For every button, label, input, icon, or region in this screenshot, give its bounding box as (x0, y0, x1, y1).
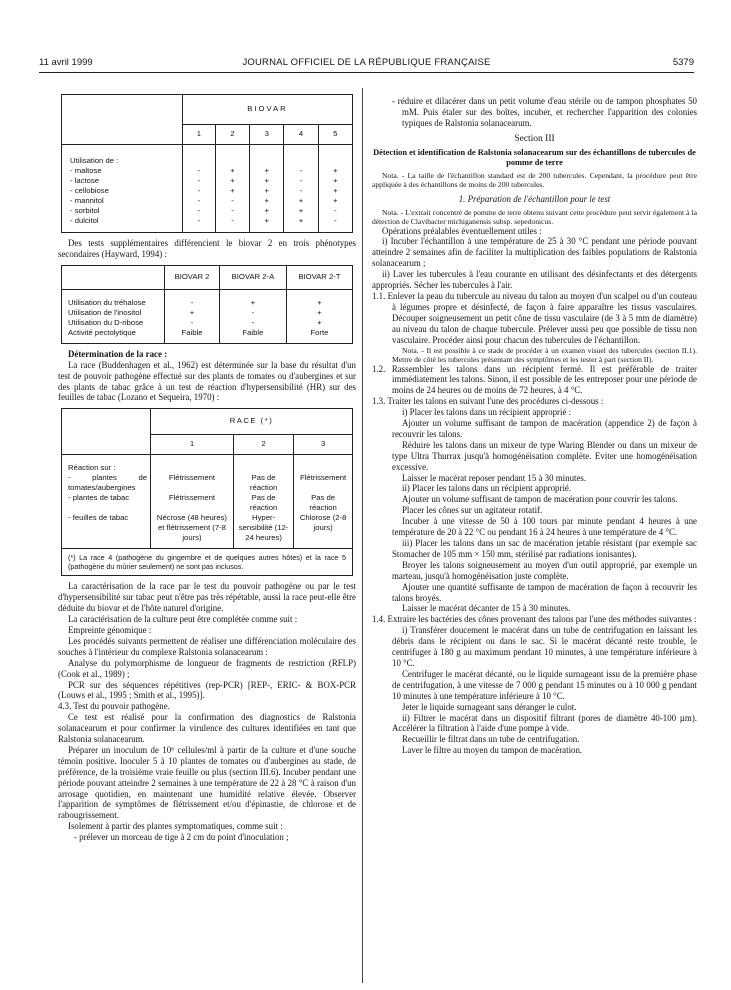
header-page-number: 5379 (672, 57, 694, 68)
race-cell: Chlorose (2-8 jours) (294, 513, 353, 543)
biovar-cell: + (284, 206, 318, 216)
biovar2-cell: - (220, 318, 287, 328)
race-table-row (62, 513, 353, 543)
header-rule (39, 72, 694, 73)
race-table-title: RACE (*) (151, 409, 353, 435)
biovar-row-label: - sorbitol (70, 206, 100, 215)
step-1-4: 1.4. Extraire les bactéries des cônes provenant des talons par l'une des méthodes suivantes : (372, 614, 697, 625)
biovar2-table-row (62, 328, 353, 338)
left-paragraph: PCR sur des séquences répétitives (rep-PCR) [REP-, ERIC- & BOX-PCR (Louws et al., 1995 ; Smith et al., 1995)]. (58, 679, 356, 701)
biovar-cell: - (284, 186, 318, 196)
race-table-row (62, 493, 353, 513)
biovar-cell: + (250, 216, 284, 226)
biovar-table-row (62, 166, 353, 176)
biovar2-cell: - (220, 308, 287, 318)
biovar-table-row (62, 216, 353, 226)
operations-title: Opérations préalables éventuellement utiles : (382, 225, 542, 236)
nota-2: Nota. - L'extrait concentré de pomme de terre obtenu suivant cette procédure peut servir également à la détection de Clavibacter michiganensis subsp. sepedonicus. (372, 207, 697, 226)
step-1-1: 1.1. Enlever la peau du tubercule au niveau du talon au moyen d'un scalpel ou d'un couteau à légumes propre et désinfecté, de façon à faire apparaître les tissus vasculaires. Découper soigneusement un petit cône de tissu vasculaire (de 3 à 5 mm de diamètre) au niveau du talon de chaque tubercule. Prélever aussi peu que possible de tissu non vasculaire. Procéder ainsi pour chacun des tubercules de l'échantillon. (372, 290, 697, 345)
biovar-cell: - (215, 196, 249, 206)
left-column (58, 94, 356, 843)
biovar-row-label: - lactose (70, 176, 100, 185)
biovar-col: 1 (183, 125, 216, 145)
left-paragraph: Analyse du polymorphisme de longueur de fragments de restriction (RFLP) (Cook et al., 1989) ; (58, 657, 356, 679)
biovar-col: 3 (250, 125, 284, 145)
biovar-cell: - (284, 166, 318, 176)
test-43-p4: - prélever un morceau de tige à 2 cm du point d'inoculation ; (74, 832, 289, 843)
test-43-p3: Isolement à partir des plantes symptomatiques, comme suit : (68, 821, 283, 832)
step-1-3: 1.3. Traiter les talons en suivant l'une des procédures ci-dessous : (372, 396, 604, 407)
step-1-4-details (372, 625, 697, 756)
biovar2-table-row (62, 318, 353, 328)
step-1-3-i: i) Placer les talons dans un récipient approprié : (402, 407, 572, 418)
biovar-cell: - (284, 176, 318, 186)
biovar2-col: BIOVAR 2-A (220, 265, 287, 289)
race-cell: Nécrose (48 heures) et flétrissement (7-8 jours) (151, 513, 234, 543)
biovar-cell: + (318, 166, 352, 176)
step-1-4-ii: ii) Filtrer le macérat dans un dispositif filtrant (pores de diamètre 40-100 µm). Accélérer la filtration à l'aide d'une pompe à vide. (392, 712, 697, 734)
biovar-cell: - (183, 216, 216, 226)
left-paragraphs (58, 581, 356, 701)
race-row-header: Réaction sur : (68, 463, 116, 473)
race-row-label: - feuilles de tabac (68, 513, 129, 523)
left-paragraph: Les procédés suivants permettent de réaliser une différenciation moléculaire des souches à l'intérieur du complexe Ralstonia solanacearum : (58, 635, 356, 657)
operation-ii: ii) Laver les tubercules à l'eau courante en utilisant des désinfectants et des détergents appropriés. Sécher les tubercules à l'air. (372, 269, 697, 291)
biovar-cell: - (215, 206, 249, 216)
biovar-table-row (62, 176, 353, 186)
biovar-table-title: BIOVAR (183, 95, 353, 125)
step-1-4-p4: Laver le filtre au moyen du tampon de macération. (402, 745, 583, 756)
operation-i: i) Incuber l'échantillon à une température de 25 à 30 °C pendant une période pouvant atteindre 2 semaines afin de faciliter la multiplication des faibles populations de Ralstonia solanacearum ; (372, 236, 697, 269)
biovar2-table-row (62, 308, 353, 318)
race-cell: Pas de réaction (233, 493, 293, 513)
test-43-title: 4.3. Test du pouvoir pathogène. (58, 701, 170, 712)
biovar2-col: BIOVAR 2-T (286, 265, 352, 289)
text-before-table2: Des tests supplémentaires différencient le biovar 2 en trois phénotypes secondaires (Hayward, 1994) : (58, 238, 356, 259)
nota-3: Nota. - Il est possible à ce stade de procéder à un examen visuel des tubercules (section II.1). Mettre de côté les tubercules présentant des symptômes et les tester à part (section II). (392, 345, 697, 364)
biovar-table-row (62, 206, 353, 216)
header-journal-title: JOURNAL OFFICIEL DE LA RÉPUBLIQUE FRANÇAISE (242, 57, 491, 68)
step-1-4-i: i) Transférer doucement le macérat dans un tube de centrifugation en laissant les débris dans le récipient ou dans le sac. Si le macérat décanté reste trouble, le centrifuger à 180 g au maximum pendant 10 minutes, à une température inférieure à 10 °C. (392, 625, 697, 668)
biovar-cell: - (183, 196, 216, 206)
biovar-cell: + (250, 206, 284, 216)
section-number: Section III (514, 133, 555, 144)
step-1-4-p1: Centrifuger le macérat décanté, ou le liquide surnageant issu de la première phase de centrifugation, à une vitesse de 7 000 g pendant 15 minutes ou à 10 000 g pendant 10 minutes à une température inférieure à 10 °C. (392, 668, 697, 701)
race-col: 3 (294, 435, 353, 455)
biovar-cell: + (284, 216, 318, 226)
step-1-4-p3: Recueillir le filtrat dans un tube de centrifugation. (402, 734, 580, 745)
biovar-cell: - (318, 216, 352, 226)
race-table-footnote: (*) La race 4 (pathogène du gingembre et de quelques autres hôtes) et la race 5 (pathogène du mûrier seulement) ne sont pas inclusos. (62, 549, 353, 576)
biovar-cell: + (318, 186, 352, 196)
biovar-cell: + (250, 186, 284, 196)
race-cell: Flétrissement (151, 493, 234, 513)
race-row-label: - plantes de tomates/aubergines (68, 473, 147, 493)
biovar-col: 4 (284, 125, 318, 145)
header-date: 11 avril 1999 (39, 57, 93, 68)
step-1-3-p4: Ajouter un volume suffisant de tampon de macération pour couvrir les talons. (402, 494, 678, 505)
bullet-top: - réduire et dilacérer dans un petit volume d'eau stérile ou de tampon phosphates 50 mM. Puis étaler sur des boîtes, incuber, et rechercher l'apparition des colonies typiques de Ralstonia solanacearum. (392, 96, 697, 128)
biovar-cell: - (318, 206, 352, 216)
biovar-cell: - (183, 166, 216, 176)
biovar2-cell: + (286, 298, 352, 308)
biovar-cell: - (215, 216, 249, 226)
biovar-table-header-row (62, 125, 353, 145)
step-1-2: 1.2. Rassembler les talons dans un récipient fermé. Il est préférable de traiter immédiatement les talons. Sinon, il est possible de les entreposer pour une période de moins de 24 heures ou de moins de 72 heures, à 4 °C. (372, 363, 697, 396)
right-column (372, 96, 697, 756)
race-row-label: - plantes de tabac (68, 493, 130, 503)
biovar2-cell: Faible (165, 328, 220, 338)
subsection-1-title: 1. Préparation de l'échantillon pour le test (458, 193, 611, 204)
biovar2-cell: + (286, 318, 352, 328)
race-paragraph: La race (Buddenhagen et al., 1962) est déterminée sur la base du résultat d'un test de pouvoir pathogène effectué sur des plants de tomates ou d'aubergines et sur des plants de tabac grâce à un test de réaction d'hypersensibilité (HR) sur des feuilles de tabac (Lozano et Sequeira, 1970) : (58, 359, 356, 403)
step-1-3-p5: Placer les cônes sur un agitateur rotatif. (402, 505, 543, 516)
race-cell: Hyper-sensibilité (12-24 heures) (233, 513, 293, 543)
biovar-row-label: - cellobiose (70, 186, 109, 195)
biovar2-row-label: Utilisation du tréhalose (68, 297, 146, 307)
test-43-p2: Préparer un inoculum de 10⁶ cellules/ml à partir de la culture et d'une souche témoin positive. Inoculer 5 à 10 plantes de tomates ou d'aubergines au stade, de préférence, de la troisième vraie feuille ou plus (section III.6). Incuber pendant une période pouvant atteindre 2 semaines à une température de 22 à 28 °C à raison d'un arrosage quotidien, en maintenant une humidité relative élevée. Observer l'apparition de symptômes de flétrissement et/ou d'épinastie, de chlorose et de rabougrissement. (58, 744, 356, 821)
step-1-3-p3: Laisser le macérat reposer pendant 15 à 30 minutes. (402, 472, 587, 483)
biovar2-cell: Forte (286, 328, 352, 338)
biovar2-cell: - (165, 318, 220, 328)
nota-1: Nota. - La taille de l'échantillon standard est de 200 tubercules. Cependant, la procédure peut être appliquée à des échantillons de moins de 200 tubercules. (372, 170, 697, 189)
biovar-cell: - (183, 176, 216, 186)
step-1-3-p6: Incuber à une vitesse de 50 à 100 tours par minute pendant 4 heures à une température de 20 à 22 °C ou pendant 16 à 24 heures à une température de 4 °C. (392, 516, 697, 538)
left-paragraph: La caractérisation de la race par le test du pouvoir pathogène ou par le test d'hypersensibilité sur tabac peut n'être pas très répétable, aussi la race peut-elle être déduite du biovar et de l'hôte naturel d'origine. (58, 581, 356, 614)
step-1-4-p2: Jeter le liquide surnageant sans déranger le culot. (402, 701, 577, 712)
step-1-3-iii: iii) Placer les talons dans un sac de macération jetable résistant (par exemple sac Stomacher de 105 mm × 150 mm, stérilisé par radiations ionisantes). (392, 538, 697, 559)
step-1-3-ii: ii) Placer les talons dans un récipient approprié. (402, 483, 572, 494)
left-paragraph: Empreinte génomique : (68, 624, 152, 635)
page-header (39, 53, 694, 73)
biovar-table-row (62, 196, 353, 206)
biovar-cell: + (318, 196, 352, 206)
biovar-cell: - (183, 186, 216, 196)
step-1-3-details (372, 407, 697, 614)
biovar2-cell: + (220, 298, 287, 308)
left-paragraph: La caractérisation de la culture peut être complétée comme suit : (68, 614, 298, 625)
biovar-cell: + (250, 166, 284, 176)
column-divider (362, 88, 363, 983)
biovar-cell: + (215, 176, 249, 186)
biovar2-row-label: Utilisation de l'inositol (68, 307, 142, 317)
biovar-row-label: - mannitol (70, 196, 104, 205)
biovar-row-header: Utilisation de : (70, 156, 119, 165)
biovar2-table (61, 265, 353, 344)
biovar2-cell: Faible (220, 328, 287, 338)
biovar-cell: - (183, 206, 216, 216)
race-table-row (62, 473, 353, 493)
step-1-3-p7: Broyer les talons soigneusement au moyen d'un outil approprié, par exemple un marteau, jusqu'à homogénéisation juste complète. (392, 559, 697, 581)
biovar-cell: + (215, 186, 249, 196)
section-title: Détection et identification de Ralstonia solanacearum sur des échantillons de tubercules de pomme de terre (373, 147, 696, 167)
biovar2-cell: + (165, 308, 220, 318)
biovar-col: 2 (215, 125, 249, 145)
race-heading: Détermination de la race : (68, 348, 168, 359)
biovar-row-label: - maltose (70, 166, 102, 175)
biovar2-table-row (62, 298, 353, 308)
race-cell: Pas de réaction (294, 493, 353, 513)
biovar2-cell: - (165, 298, 220, 308)
biovar-cell: + (250, 196, 284, 206)
step-1-3-p9: Laisser le macérat décanter de 15 à 30 minutes. (402, 603, 571, 614)
biovar2-row-label: Activité pectolytique (68, 327, 136, 337)
biovar-table (61, 94, 353, 233)
step-1-3-p1: Ajouter un volume suffisant de tampon de macération (appendice 2) de façon à recouvrir les talons. (392, 418, 697, 439)
biovar-cell: + (318, 176, 352, 186)
biovar-row-label: - dulcitol (70, 216, 99, 225)
race-cell: Pas de réaction (233, 473, 293, 493)
biovar-col: 5 (318, 125, 352, 145)
biovar-table-row (62, 186, 353, 196)
race-cell: Flétrissement (151, 473, 234, 493)
biovar-cell: + (215, 166, 249, 176)
race-col: 1 (151, 435, 234, 455)
step-1-3-p2: Réduire les talons dans un mixeur de type Waring Blender ou dans un mixeur de type Ultra Thurrax jusqu'à homogénéisation complète. Eviter une homogénéisation excessive. (392, 439, 697, 472)
test-43-p1: Ce test est réalisé pour la confirmation des diagnostics de Ralstonia solanacearum et pour confirmer la virulence des cultures identifiées en tant que Ralstonia solanacearum. (58, 712, 356, 745)
biovar2-cell: + (286, 308, 352, 318)
biovar-cell: + (250, 176, 284, 186)
race-table (61, 408, 353, 576)
biovar2-row-label: Utilisation du D-ribose (68, 317, 144, 327)
race-cell: Flétrissement (294, 473, 353, 493)
race-col: 2 (233, 435, 293, 455)
step-1-3-p8: Ajouter une quantité suffisante de tampon de macération de façon à recouvrir les talons broyés. (392, 581, 697, 603)
biovar-cell: + (284, 196, 318, 206)
biovar2-col: BIOVAR 2 (165, 265, 220, 289)
